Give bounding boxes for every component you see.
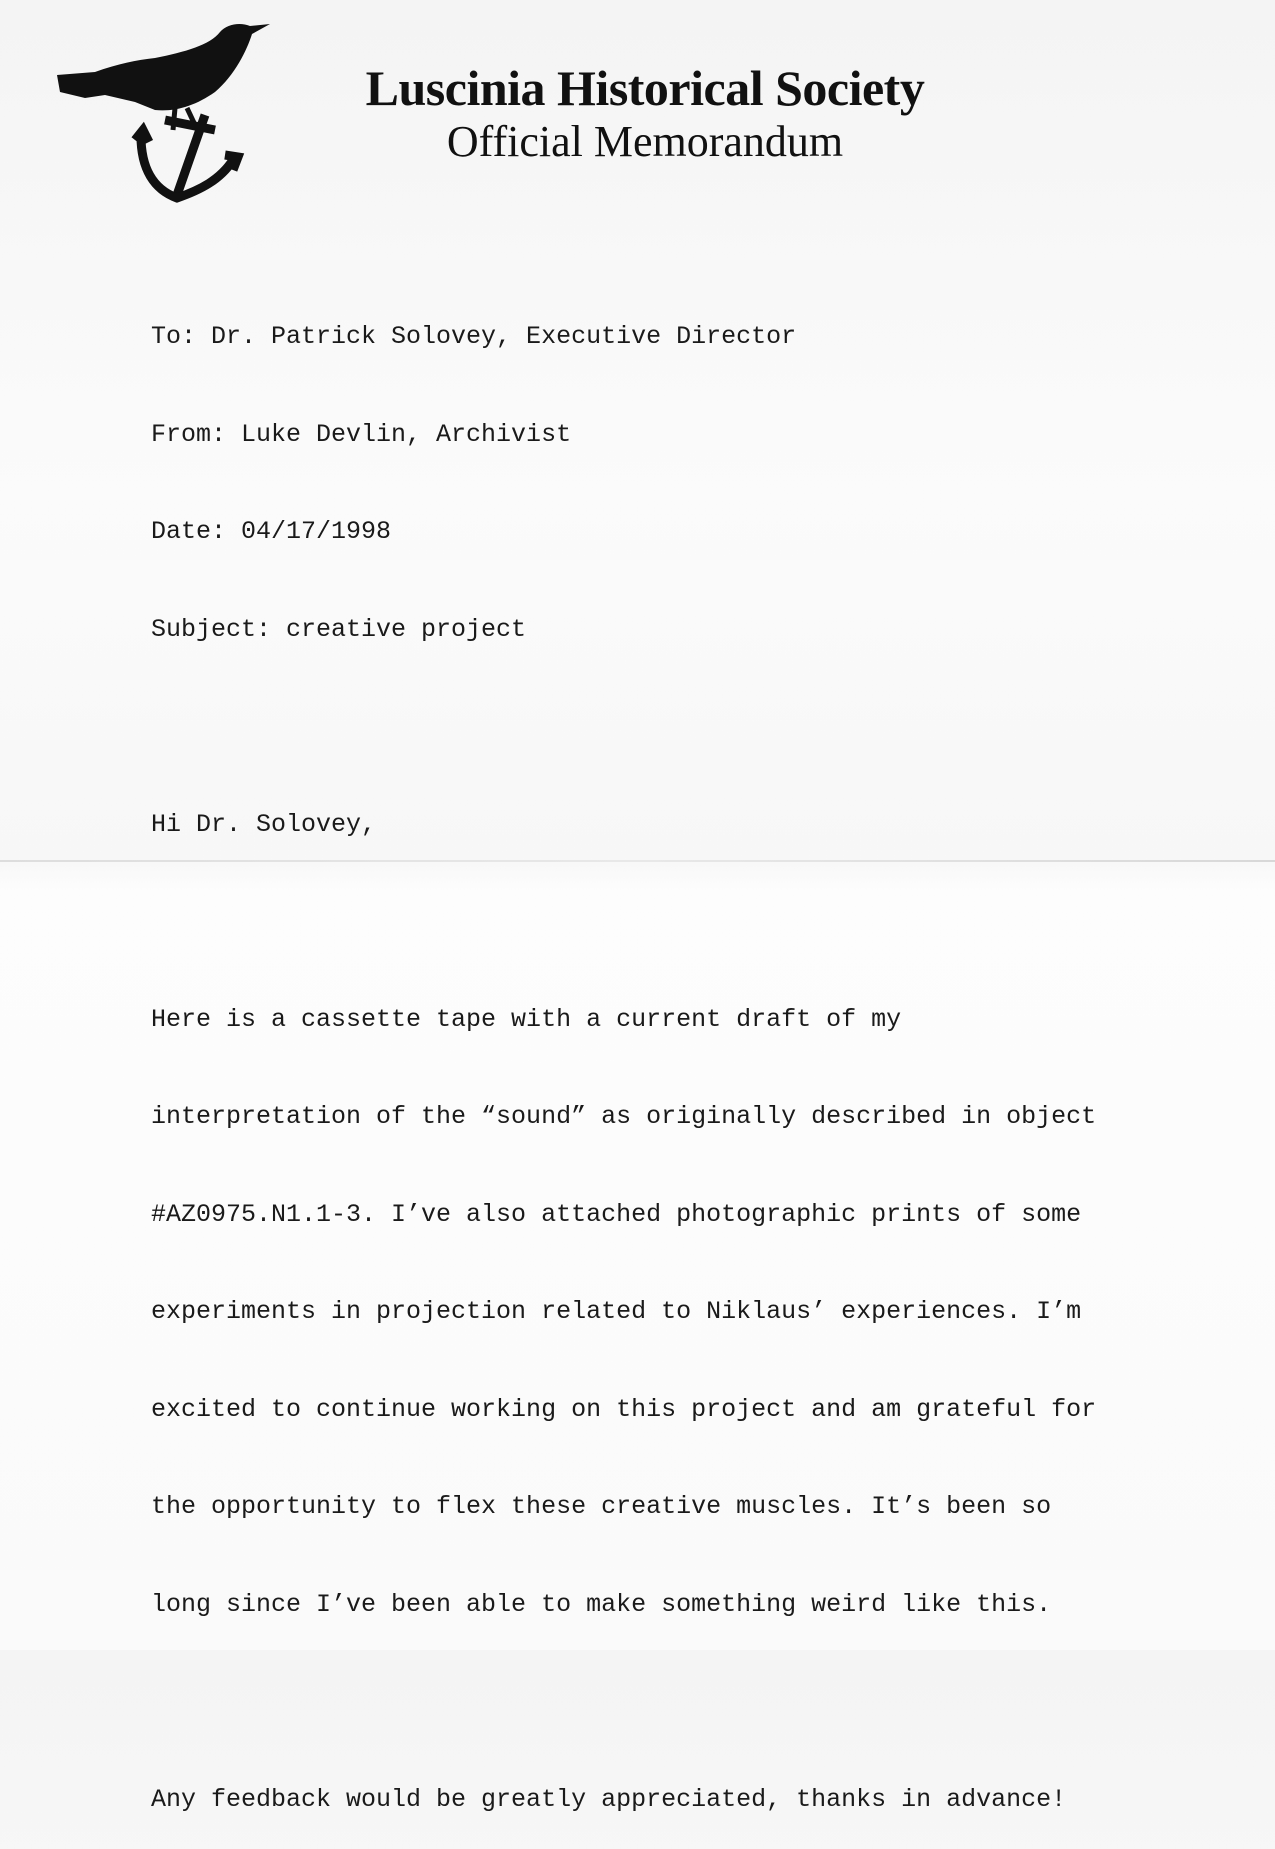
organization-name: Luscinia Historical Society <box>365 60 925 116</box>
body-line: excited to continue working on this project and am grateful for <box>151 1394 1097 1424</box>
letterhead <box>325 60 965 168</box>
memo-date: Date: 04/17/1998 <box>151 517 392 546</box>
body-line: experiments in projection related to Niklaus’ experiences. I’m <box>151 1297 1082 1326</box>
bird-anchor-logo-icon <box>55 20 300 210</box>
memo-to: To: Dr. Patrick Solovey, Executive Director <box>151 322 797 351</box>
body-line: interpretation of the “sound” as originally described in object <box>151 1102 1097 1131</box>
document-type: Official Memorandum <box>446 117 844 166</box>
greeting: Hi Dr. Solovey, <box>151 809 377 839</box>
memo-from: From: Luke Devlin, Archivist <box>151 419 572 449</box>
body-line: long since I’ve been able to make something weird like this. <box>151 1589 1052 1619</box>
body-line: Here is a cassette tape with a current draft of my <box>151 1004 902 1034</box>
closing: Any feedback would be greatly appreciated, thanks in advance! <box>151 1784 1067 1814</box>
body-line: #AZ0975.N1.1-3. I’ve also attached photographic prints of some <box>151 1199 1082 1229</box>
memo-subject: Subject: creative project <box>151 614 527 644</box>
memo-content <box>151 256 1096 1849</box>
body-line: the opportunity to flex these creative muscles. It’s been so <box>151 1492 1052 1521</box>
